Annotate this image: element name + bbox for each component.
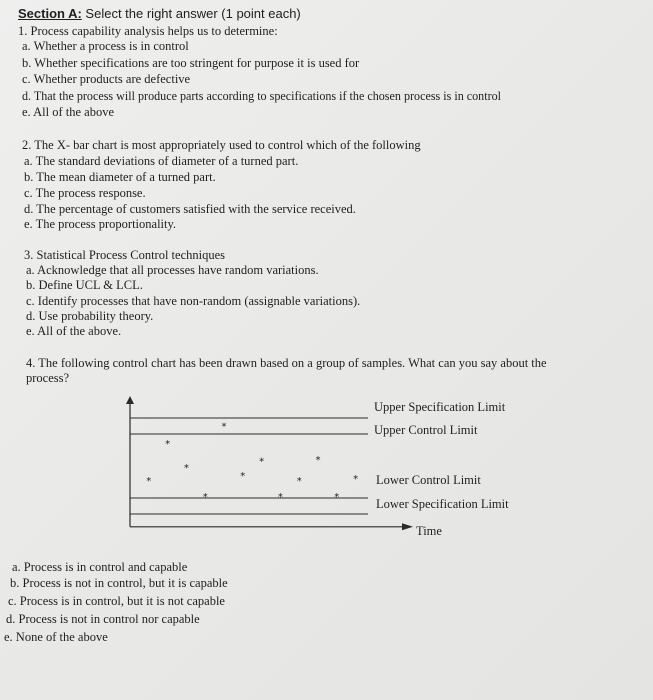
time-axis-arrowhead (402, 523, 413, 530)
q1-option-a[interactable]: a. Whether a process is in control (22, 39, 189, 53)
data-point: * (165, 439, 171, 450)
section-heading (18, 6, 301, 21)
q4-stem-line1: 4. The following control chart has been drawn based on a group of samples. What can you say about the (26, 356, 547, 370)
time-axis-label: Time (416, 524, 442, 538)
q3-option-c[interactable]: c. Identify processes that have non-random (assignable variations). (26, 294, 361, 308)
q3-option-d[interactable]: d. Use probability theory. (26, 309, 154, 323)
section-instructions: Select the right answer (1 point each) (81, 6, 301, 21)
q2-option-e[interactable]: e. The process proportionality. (24, 217, 177, 231)
ucl-label: Upper Control Limit (374, 423, 478, 437)
q2-option-d[interactable]: d. The percentage of customers satisfied with the service received. (24, 202, 356, 216)
q3-option-b[interactable]: b. Define UCL & LCL. (26, 278, 143, 292)
data-point: * (353, 474, 359, 486)
q3-option-e[interactable]: e. All of the above. (26, 324, 122, 338)
data-point: * (183, 463, 189, 474)
q4-option-a[interactable]: a. Process is in control and capable (12, 560, 188, 574)
q2-option-b[interactable]: b. The mean diameter of a turned part. (24, 170, 216, 184)
q2-stem: 2. The X- bar chart is most appropriately used to control which of the following (22, 138, 421, 152)
q2-option-c[interactable]: c. The process response. (24, 186, 146, 200)
q3-option-a[interactable]: a. Acknowledge that all processes have random variations. (26, 263, 319, 277)
data-point: * (315, 455, 321, 466)
data-point: * (240, 471, 246, 482)
usl-label: Upper Specification Limit (374, 400, 506, 414)
data-point: * (334, 491, 340, 503)
data-point: * (277, 491, 283, 503)
q1-stem: 1. Process capability analysis helps us to determine: (18, 24, 278, 38)
q3-stem: 3. Statistical Process Control techniques (24, 248, 226, 262)
data-point: * (146, 475, 152, 487)
lsl-label: Lower Specification Limit (376, 497, 509, 511)
q4-option-b[interactable]: b. Process is not in control, but it is capable (10, 576, 228, 590)
y-axis-arrowhead (126, 396, 134, 404)
control-chart (110, 390, 550, 550)
lcl-label: Lower Control Limit (376, 473, 481, 487)
data-point: * (202, 491, 208, 503)
q1-option-b[interactable]: b. Whether specifications are too stringent for purpose it is used for (22, 56, 360, 70)
q4-option-e[interactable]: e. None of the above (4, 630, 108, 644)
data-point: * (221, 421, 227, 433)
q4-stem-line2: process? (26, 371, 70, 385)
q2-option-a[interactable]: a. The standard deviations of diameter of a turned part. (24, 154, 299, 168)
q4-option-d[interactable]: d. Process is not in control nor capable (6, 612, 200, 626)
section-label: Section A: (18, 6, 82, 21)
q4-option-c[interactable]: c. Process is in control, but it is not capable (8, 594, 225, 608)
data-point: * (296, 475, 302, 487)
q1-option-d[interactable]: d. That the process will produce parts according to specifications if the chosen process is in control (22, 89, 502, 103)
q1-option-e[interactable]: e. All of the above (22, 105, 114, 119)
data-point: * (259, 456, 265, 468)
q1-option-c[interactable]: c. Whether products are defective (22, 72, 191, 86)
